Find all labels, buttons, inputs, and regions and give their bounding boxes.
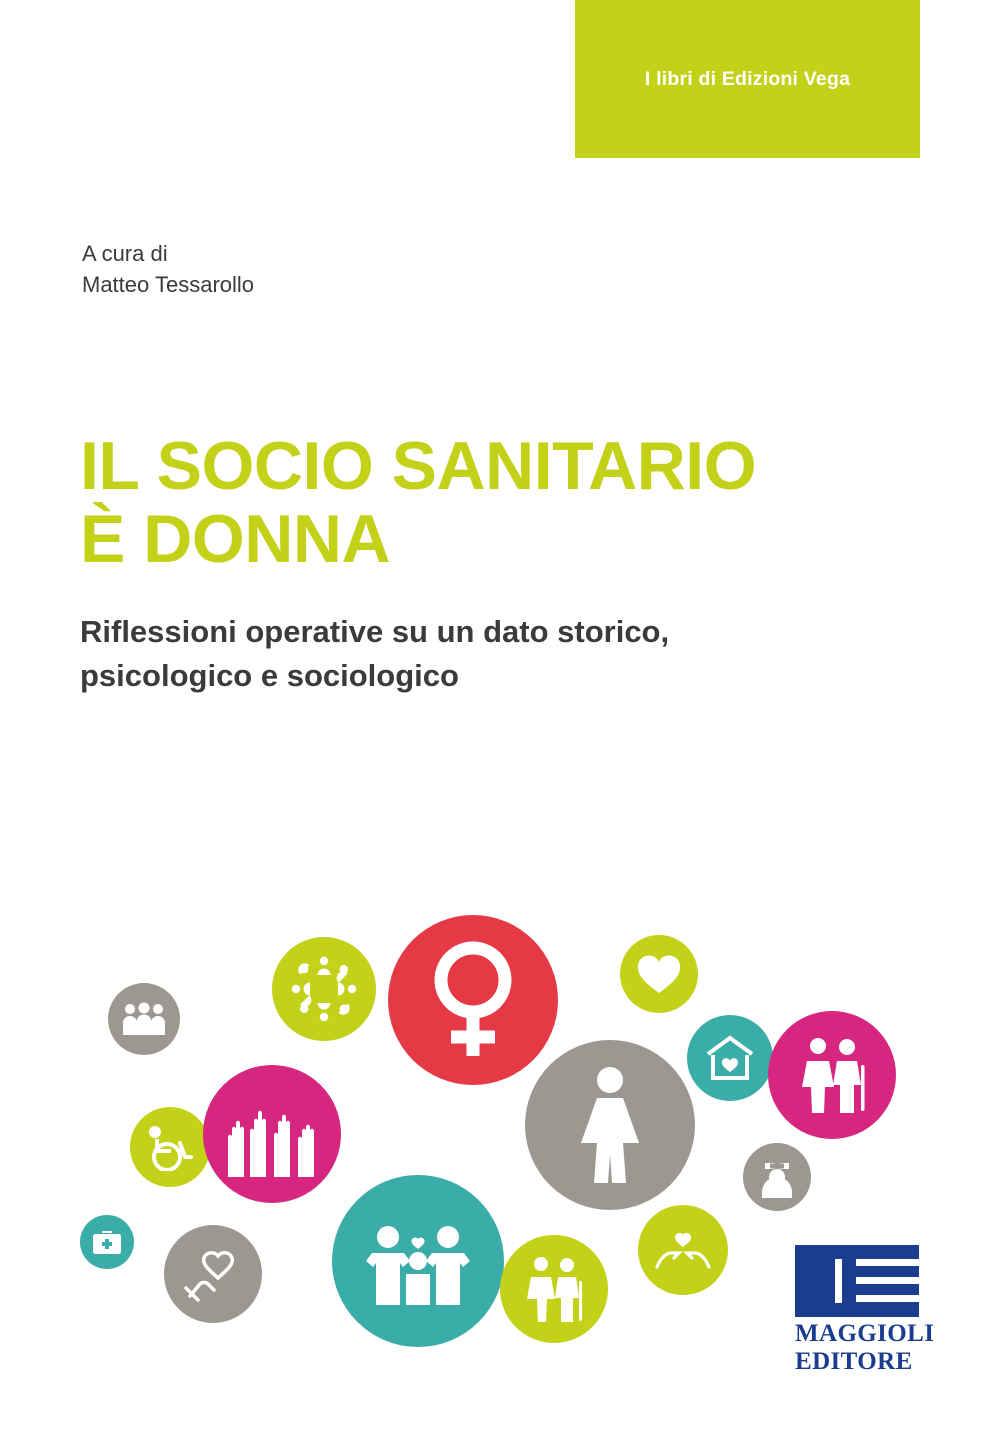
series-band-label: I libri di Edizioni Vega bbox=[644, 67, 851, 90]
title-block bbox=[80, 430, 880, 698]
maggioli-logo-mark bbox=[795, 1245, 919, 1317]
page-title bbox=[80, 430, 880, 576]
caring-hand-icon bbox=[184, 1246, 242, 1302]
editor-prefix: A cura di bbox=[82, 241, 168, 266]
bubble-female-symbol bbox=[388, 915, 558, 1085]
wheelchair-icon bbox=[147, 1123, 193, 1171]
people-circle-icon bbox=[290, 955, 358, 1023]
title-line-1: IL SOCIO SANITARIO bbox=[80, 428, 757, 504]
title-line-2: È DONNA bbox=[80, 500, 391, 577]
bubble-first-aid-kit bbox=[80, 1215, 134, 1269]
home-heart-icon bbox=[704, 1034, 756, 1082]
family-embrace-icon bbox=[362, 1217, 474, 1305]
heart-icon bbox=[637, 954, 681, 994]
illustration-cluster bbox=[60, 895, 860, 1365]
bubble-woman-figure bbox=[525, 1040, 695, 1210]
bubble-caring-hand bbox=[164, 1225, 262, 1323]
subtitle-line-2: psicologico e sociologico bbox=[80, 657, 459, 693]
publisher-subtitle: EDITORE bbox=[795, 1348, 913, 1375]
subtitle bbox=[80, 610, 780, 698]
bubble-assisted-walk bbox=[500, 1235, 608, 1343]
raised-hands-icon bbox=[222, 1091, 322, 1177]
editor-credit bbox=[82, 238, 254, 300]
subtitle-line-1: Riflessioni operative su un dato storico, bbox=[80, 613, 670, 649]
nurse-icon bbox=[757, 1156, 797, 1198]
bubble-three-people bbox=[108, 983, 180, 1055]
three-people-icon bbox=[122, 1002, 166, 1036]
female-gender-symbol-icon bbox=[431, 940, 515, 1060]
bubble-people-circle bbox=[272, 937, 376, 1041]
bubble-raised-hands bbox=[203, 1065, 341, 1203]
bubble-nurse bbox=[743, 1143, 811, 1211]
elderly-couple-icon bbox=[795, 1037, 869, 1113]
bubble-family-embrace bbox=[332, 1175, 504, 1347]
hands-heart-icon bbox=[655, 1227, 711, 1273]
publisher-name: MAGGIOLI bbox=[795, 1320, 935, 1347]
bubble-home-heart bbox=[687, 1015, 773, 1101]
woman-figure-icon bbox=[572, 1067, 648, 1183]
bubble-heart bbox=[620, 935, 698, 1013]
series-band bbox=[575, 0, 920, 158]
assisted-walk-icon bbox=[522, 1256, 586, 1322]
bubble-elderly-couple bbox=[768, 1011, 896, 1139]
publisher-logo bbox=[795, 1245, 935, 1375]
first-aid-kit-icon bbox=[92, 1229, 122, 1255]
editor-name: Matteo Tessarollo bbox=[82, 272, 255, 298]
bubble-hands-heart bbox=[638, 1205, 728, 1295]
bubble-wheelchair bbox=[130, 1107, 210, 1187]
